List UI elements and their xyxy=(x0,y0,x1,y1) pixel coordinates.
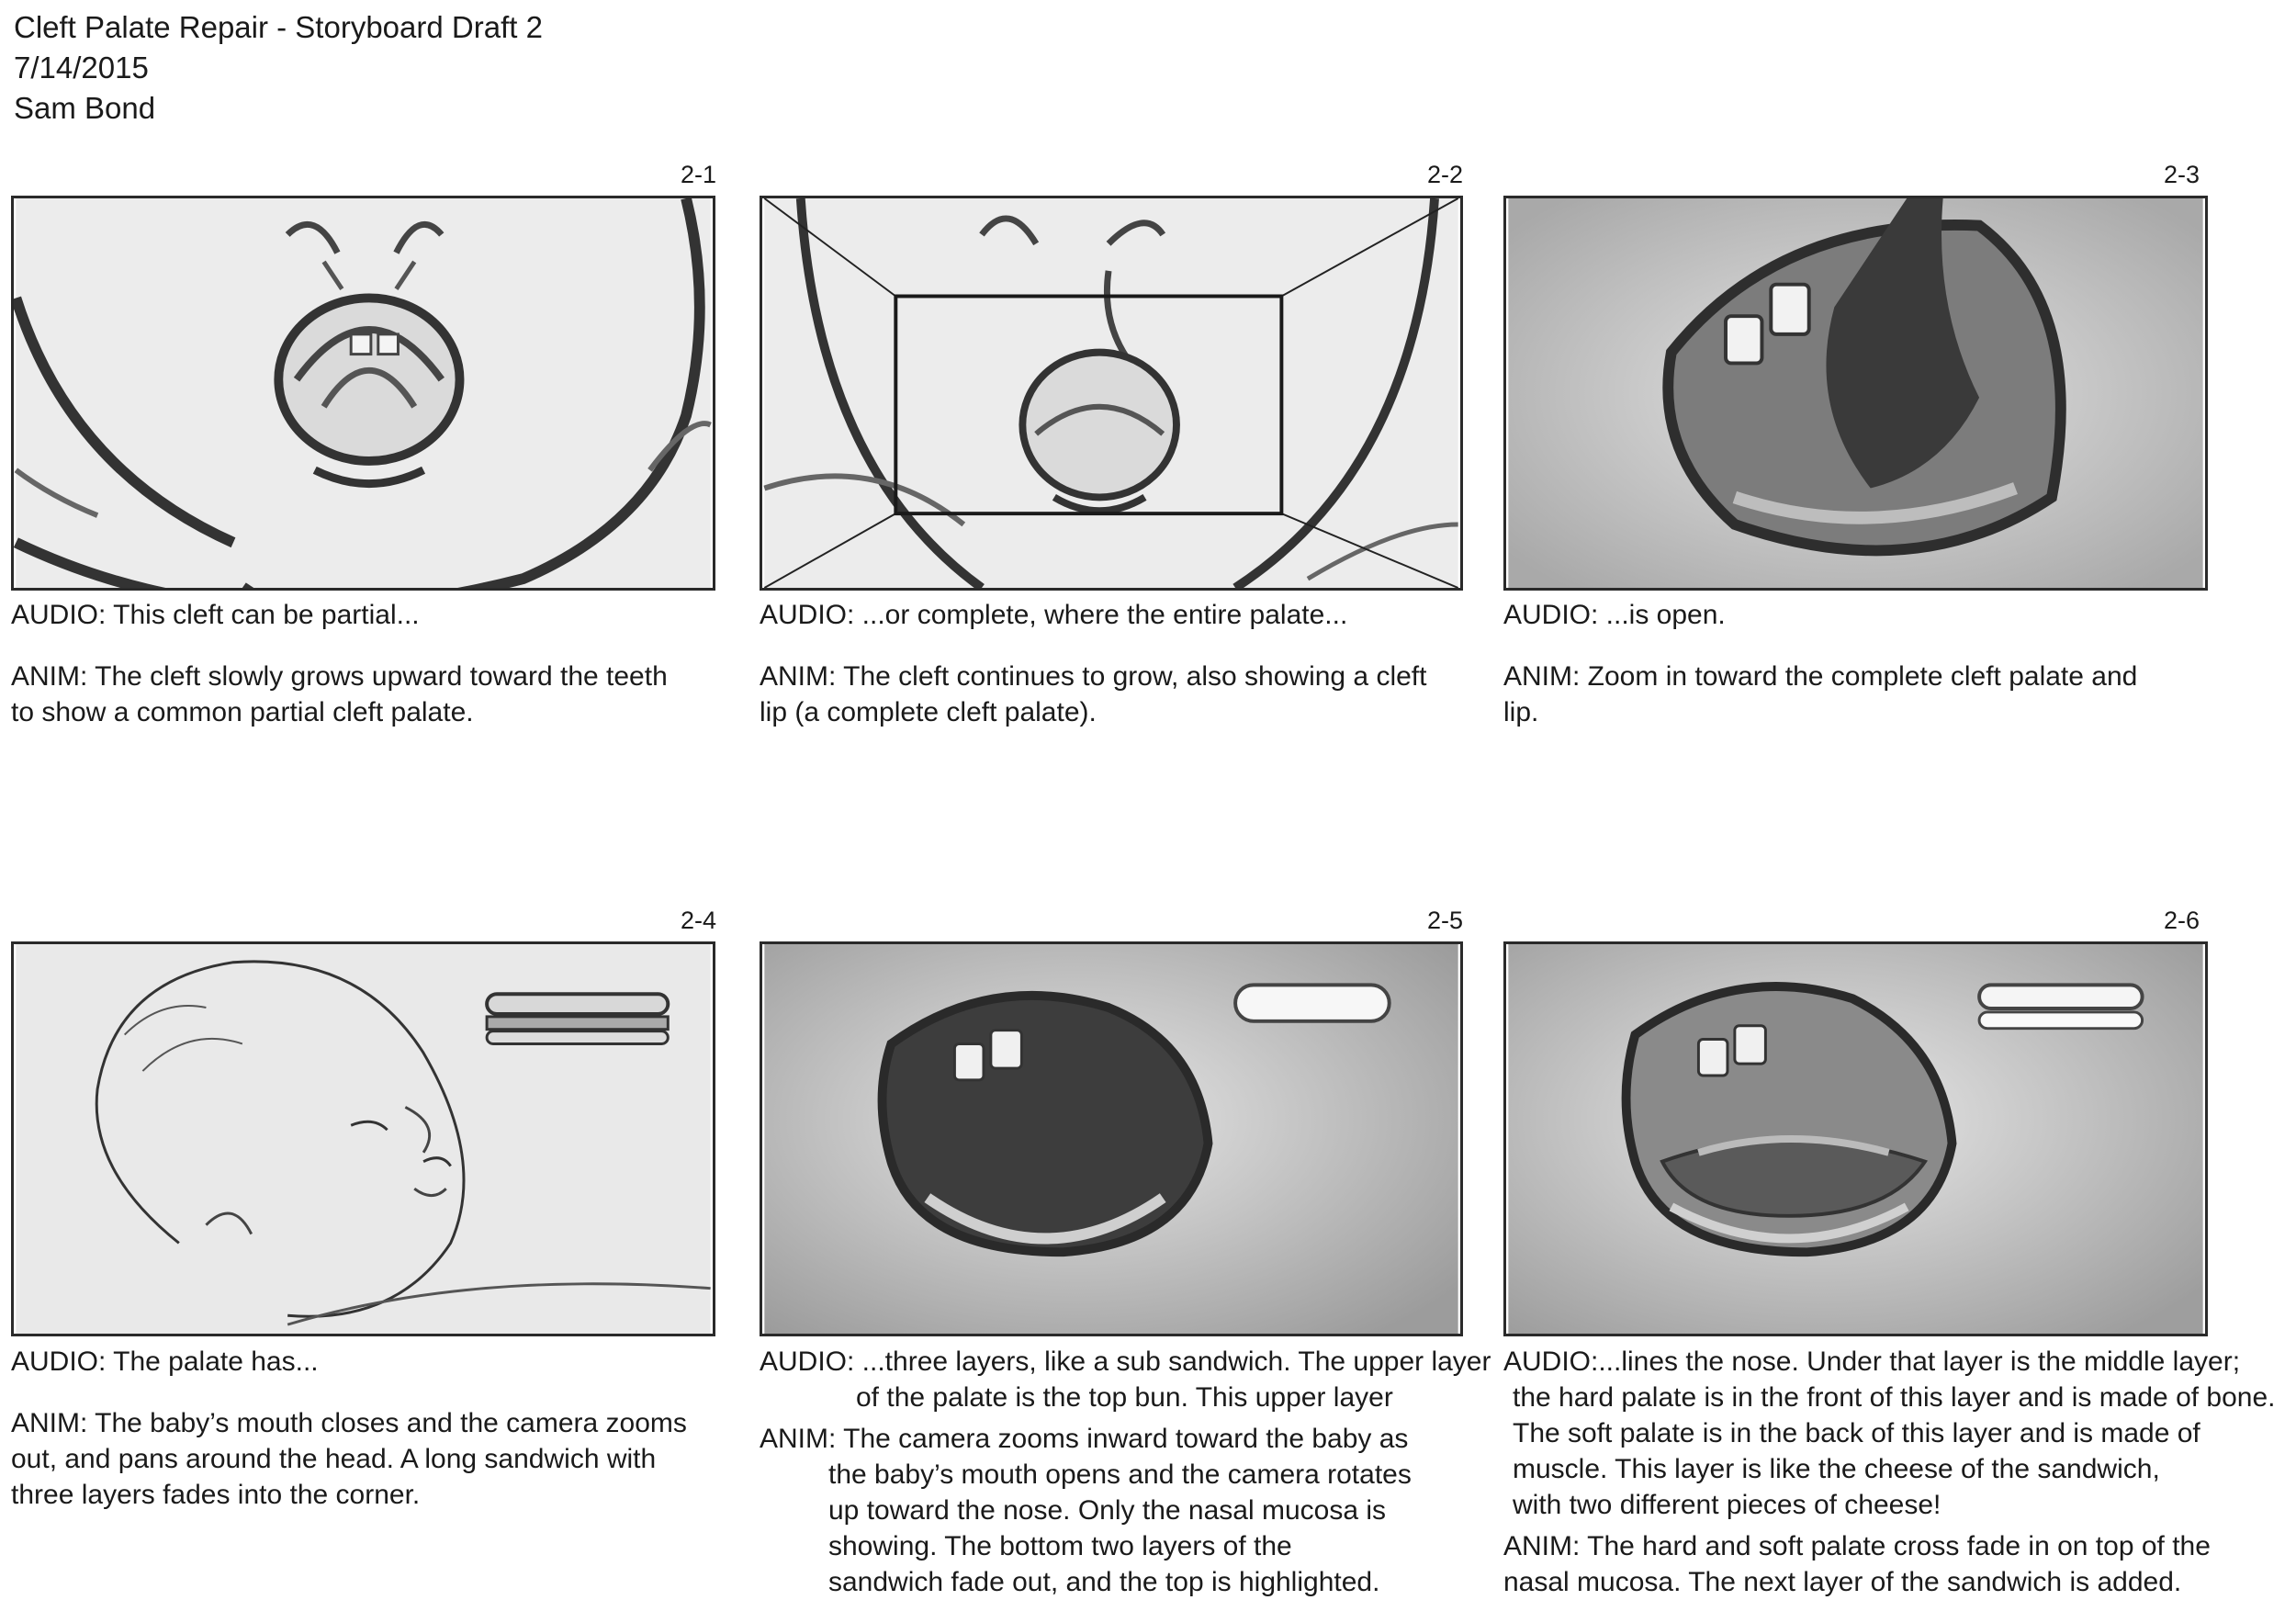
audio-line: AUDIO: ...three layers, like a sub sandwich. The upper layer xyxy=(760,1346,1491,1377)
panel-frame-2-5 xyxy=(760,941,1463,1336)
panel-caption-2-4 xyxy=(11,1344,737,1513)
storyboard-title: Cleft Palate Repair - Storyboard Draft 2 xyxy=(14,10,543,44)
audio-line: The soft palate is in the back of this layer and is made of xyxy=(1513,1418,2200,1448)
panel-image-2-6 xyxy=(1506,944,2205,1334)
panel-image-2-1 xyxy=(14,198,713,588)
panel-number-2-1: 2-1 xyxy=(680,161,716,188)
panel-number-2-2: 2-2 xyxy=(1426,161,1463,188)
audio-line: AUDIO:...lines the nose. Under that layer is the middle layer; xyxy=(1503,1346,2241,1377)
anim-line: ANIM: The camera zooms inward toward the baby as xyxy=(760,1424,1409,1454)
anim-line: out, and pans around the head. A long sandwich with xyxy=(11,1444,657,1474)
anim-line: ANIM: The baby’s mouth closes and the camera zooms xyxy=(11,1408,687,1438)
panel-caption-2-5 xyxy=(760,1344,1494,1600)
panel-caption-2-3 xyxy=(1503,597,2238,730)
panel-image-2-2 xyxy=(762,198,1460,588)
audio-line: with two different pieces of cheese! xyxy=(1513,1490,1941,1520)
audio-text-2-6 xyxy=(1503,1344,2293,1523)
anim-text-2-6 xyxy=(1503,1528,2293,1600)
audio-text-2-3: AUDIO: ...is open. xyxy=(1503,600,1726,630)
anim-line: ANIM: Zoom in toward the complete cleft palate and xyxy=(1503,661,2138,692)
storyboard-author: Sam Bond xyxy=(14,91,156,125)
storyboard-date: 7/14/2015 xyxy=(14,51,149,85)
anim-text-2-4 xyxy=(11,1405,737,1513)
panel-number-2-3: 2-3 xyxy=(2163,161,2200,188)
panel-frame-2-2 xyxy=(760,196,1463,591)
panel-image-2-4 xyxy=(14,944,713,1334)
panel-number-2-4: 2-4 xyxy=(680,907,716,934)
panel-frame-2-4 xyxy=(11,941,715,1336)
panel-caption-2-2 xyxy=(760,597,1494,730)
audio-text-2-4: AUDIO: The palate has... xyxy=(11,1346,319,1377)
panel-frame-2-6 xyxy=(1503,941,2208,1336)
storyboard-header xyxy=(14,7,543,129)
panel-image-2-5 xyxy=(762,944,1460,1334)
audio-text-2-2: AUDIO: ...or complete, where the entire palate... xyxy=(760,600,1348,630)
anim-line: to show a common partial cleft palate. xyxy=(11,697,474,727)
anim-line: lip. xyxy=(1503,697,1539,727)
anim-line: lip (a complete cleft palate). xyxy=(760,697,1097,727)
panel-caption-2-6 xyxy=(1503,1344,2293,1600)
panel-frame-2-3 xyxy=(1503,196,2208,591)
audio-line: muscle. This layer is like the cheese of the sandwich, xyxy=(1513,1454,2160,1484)
anim-line: showing. The bottom two layers of the xyxy=(828,1531,1292,1561)
panel-image-2-3 xyxy=(1506,198,2205,588)
anim-line: ANIM: The cleft slowly grows upward toward the teeth xyxy=(11,661,668,692)
anim-text-2-3 xyxy=(1503,659,2238,730)
panel-caption-2-1 xyxy=(11,597,727,730)
anim-text-2-1 xyxy=(11,659,727,730)
anim-line: the baby’s mouth opens and the camera rotates xyxy=(828,1459,1412,1490)
anim-text-2-5 xyxy=(760,1421,1494,1600)
panel-frame-2-1 xyxy=(11,196,715,591)
audio-line: of the palate is the top bun. This upper layer xyxy=(856,1382,1393,1413)
anim-text-2-2 xyxy=(760,659,1494,730)
anim-line: sandwich fade out, and the top is highlighted. xyxy=(828,1567,1380,1597)
panel-number-2-5: 2-5 xyxy=(1426,907,1463,934)
audio-line: the hard palate is in the front of this layer and is made of bone. xyxy=(1513,1382,2276,1413)
anim-line: up toward the nose. Only the nasal mucosa is xyxy=(828,1495,1387,1526)
audio-text-2-1: AUDIO: This cleft can be partial... xyxy=(11,600,420,630)
anim-line: ANIM: The cleft continues to grow, also showing a cleft xyxy=(760,661,1427,692)
panel-number-2-6: 2-6 xyxy=(2163,907,2200,934)
anim-line: nasal mucosa. The next layer of the sandwich is added. xyxy=(1503,1567,2182,1597)
audio-text-2-5 xyxy=(760,1344,1494,1415)
anim-line: three layers fades into the corner. xyxy=(11,1480,421,1510)
anim-line: ANIM: The hard and soft palate cross fade in on top of the xyxy=(1503,1531,2211,1561)
